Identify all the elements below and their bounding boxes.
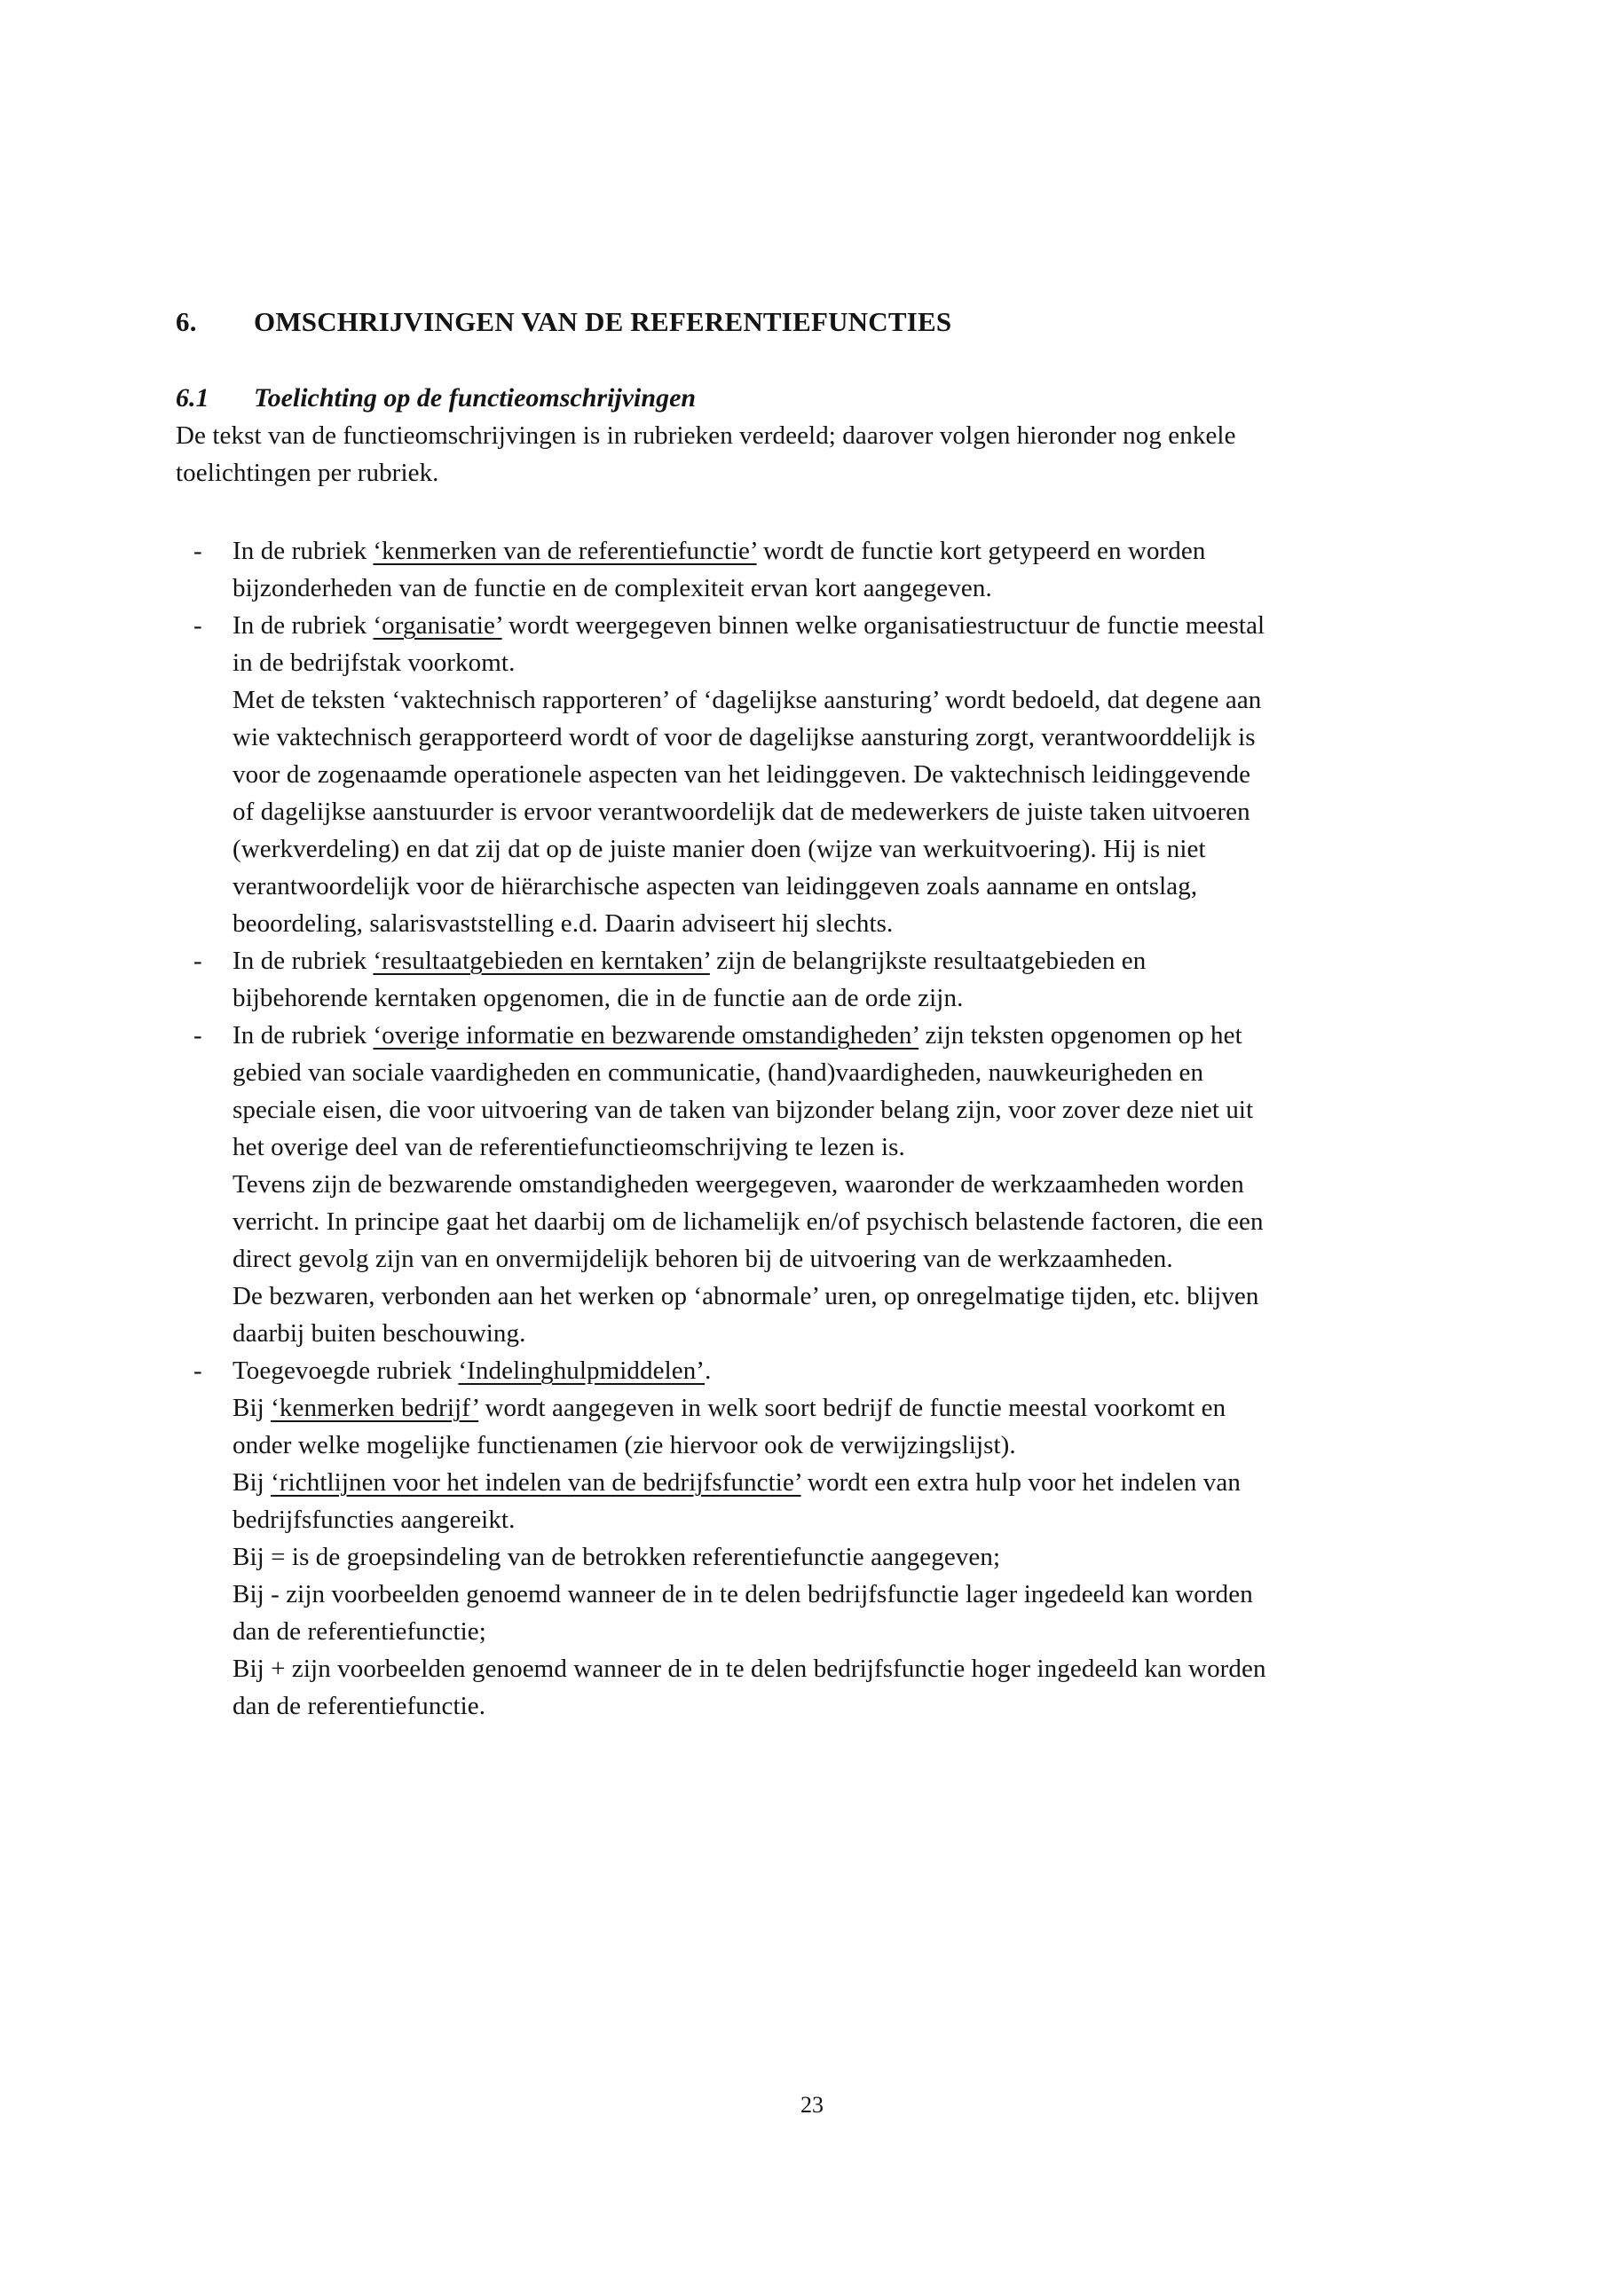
text-segment: bijbehorende kerntaken opgenomen, die in de functie aan de orde zijn. <box>233 984 964 1012</box>
subsection-number: 6.1 <box>176 383 209 413</box>
text-segment: beoordeling, salarisvaststelling e.d. Daarin adviseert hij slechts. <box>233 909 894 938</box>
text-segment: (werkverdeling) en dat zij dat op de juiste manier doen (wijze van werkuitvoering). Hij is niet <box>233 835 1206 863</box>
text-line <box>176 1054 1489 1091</box>
subsection-title: Toelichting op de functieomschrijvingen <box>254 383 697 413</box>
text-segment: In de rubriek <box>233 947 374 975</box>
text-segment: gebied van sociale vaardigheden en communicatie, (hand)vaardigheden, nauwkeurigheden en <box>233 1058 1204 1087</box>
text-line <box>176 1017 1489 1054</box>
text-line <box>176 1576 1489 1613</box>
text-segment: zijn teksten opgenomen op het <box>918 1021 1242 1050</box>
text-segment: dan de referentiefunctie; <box>233 1617 486 1646</box>
text-segment: dan de referentiefunctie. <box>233 1692 486 1720</box>
text-segment: onder welke mogelijke functienamen (zie hiervoor ook de verwijzingslijst). <box>233 1431 1016 1459</box>
text-line <box>176 644 1489 681</box>
text-line <box>176 1650 1489 1687</box>
text-line <box>176 1501 1489 1538</box>
text-line <box>176 905 1489 942</box>
underlined-term: ‘organisatie’ <box>373 611 502 640</box>
bullet-dash: - <box>193 1356 202 1385</box>
text-segment: voor de zogenaamde operationele aspecten van het leidinggeven. De vaktechnisch leidinggevende <box>233 760 1251 789</box>
text-line: toelichtingen per rubriek. <box>176 459 439 487</box>
section-heading <box>176 303 1489 341</box>
text-line <box>176 1687 1489 1725</box>
section-number: 6. <box>176 306 197 337</box>
text-line <box>176 1352 1489 1389</box>
text-segment: Tevens zijn de bezwarende omstandigheden weergegeven, waaronder de werkzaamheden worden <box>233 1170 1244 1199</box>
text-segment: In de rubriek <box>233 611 374 640</box>
page-number: 23 <box>800 2092 824 2118</box>
text-line <box>176 607 1489 644</box>
bullet-dash: - <box>193 947 202 975</box>
text-segment: bedrijfsfuncties aangereikt. <box>233 1506 516 1534</box>
text-segment: zijn de belangrijkste resultaatgebieden en <box>709 947 1147 975</box>
text-segment: wie vaktechnisch gerapporteerd wordt of voor de dagelijkse aansturing zorgt, verantwoorddelijk is <box>233 723 1256 751</box>
text-line <box>176 1203 1489 1240</box>
text-segment: Bij <box>233 1468 272 1497</box>
underlined-term: ‘kenmerken van de referentiefunctie’ <box>373 537 757 565</box>
text-segment: het overige deel van de referentiefunctieomschrijving te lezen is. <box>233 1133 905 1161</box>
text-line <box>176 1315 1489 1352</box>
underlined-term: ‘kenmerken bedrijf’ <box>271 1394 479 1422</box>
text-segment: speciale eisen, die voor uitvoering van de taken van bijzonder belang zijn, voor zover deze niet uit <box>233 1096 1254 1124</box>
section-title: OMSCHRIJVINGEN VAN DE REFERENTIEFUNCTIES <box>254 306 952 337</box>
text-line <box>176 1166 1489 1203</box>
text-segment: wordt weergegeven binnen welke organisatiestructuur de functie meestal <box>501 611 1265 640</box>
text-line <box>176 830 1489 868</box>
text-line <box>176 1538 1489 1576</box>
page-content <box>176 303 1489 1725</box>
underlined-term: ‘richtlijnen voor het indelen van de bedrijfsfunctie’ <box>271 1468 801 1497</box>
text-line <box>176 1091 1489 1128</box>
text-segment: in de bedrijfstak voorkomt. <box>233 649 516 677</box>
text-line: De tekst van de functieomschrijvingen is in rubrieken verdeeld; daarover volgen hieronder nog enkele <box>176 421 1236 450</box>
text-segment: bijzonderheden van de functie en de complexiteit ervan kort aangegeven. <box>233 574 992 602</box>
text-segment: daarbij buiten beschouwing. <box>233 1319 526 1348</box>
text-segment: De bezwaren, verbonden aan het werken op ‘abnormale’ uren, op onregelmatige tijden, etc. blijven <box>233 1282 1259 1310</box>
text-line <box>176 868 1489 905</box>
text-line <box>176 570 1489 607</box>
subsection-heading <box>176 380 1489 417</box>
text-line <box>176 756 1489 793</box>
text-segment: of dagelijkse aanstuurder is ervoor verantwoordelijk dat de medewerkers de juiste taken uitvoeren <box>233 798 1250 826</box>
text-segment: Bij <box>233 1394 272 1422</box>
bullet-dash: - <box>193 1021 202 1050</box>
text-segment: In de rubriek <box>233 537 374 565</box>
text-line <box>176 532 1489 570</box>
text-segment: Bij + zijn voorbeelden genoemd wanneer de in te delen bedrijfsfunctie hoger ingedeeld kan worden <box>233 1655 1266 1683</box>
text-segment: . <box>705 1356 712 1385</box>
bullet-dash: - <box>193 611 202 640</box>
text-line <box>176 942 1489 979</box>
text-segment: Met de teksten ‘vaktechnisch rapporteren’ of ‘dagelijkse aansturing’ wordt bedoeld, dat degene aan <box>233 686 1262 714</box>
text-line <box>176 1464 1489 1501</box>
text-segment: Bij = is de groepsindeling van de betrokken referentiefunctie aangegeven; <box>233 1543 1001 1571</box>
text-segment: Toegevoegde rubriek <box>233 1356 459 1385</box>
text-segment: In de rubriek <box>233 1021 374 1050</box>
text-line <box>176 1389 1489 1427</box>
body-text <box>176 532 1489 1725</box>
text-line <box>176 719 1489 756</box>
text-segment: wordt de functie kort getypeerd en worden <box>756 537 1206 565</box>
bullet-dash: - <box>193 537 202 565</box>
intro-paragraph <box>176 417 1489 491</box>
text-line <box>176 1240 1489 1278</box>
underlined-term: ‘overige informatie en bezwarende omstandigheden’ <box>373 1021 919 1050</box>
text-line <box>176 1128 1489 1166</box>
text-segment: Bij - zijn voorbeelden genoemd wanneer de in te delen bedrijfsfunctie lager ingedeeld kan worden <box>233 1580 1253 1608</box>
text-line <box>176 1613 1489 1650</box>
text-line <box>176 1427 1489 1464</box>
text-segment: verantwoordelijk voor de hiërarchische aspecten van leidinggeven zoals aanname en ontslag, <box>233 872 1198 900</box>
text-segment: verricht. In principe gaat het daarbij om de lichamelijk en/of psychisch belastende factoren, die een <box>233 1207 1264 1236</box>
text-segment: direct gevolg zijn van en onvermijdelijk behoren bij de uitvoering van de werkzaamheden. <box>233 1245 1173 1273</box>
underlined-term: ‘resultaatgebieden en kerntaken’ <box>373 947 710 975</box>
text-line <box>176 681 1489 719</box>
text-line <box>176 979 1489 1017</box>
underlined-term: ‘Indelinghulpmiddelen’ <box>458 1356 706 1385</box>
text-line <box>176 793 1489 830</box>
text-line <box>176 1278 1489 1315</box>
text-segment: wordt een extra hulp voor het indelen van <box>800 1468 1241 1497</box>
text-segment: wordt aangegeven in welk soort bedrijf de functie meestal voorkomt en <box>478 1394 1226 1422</box>
